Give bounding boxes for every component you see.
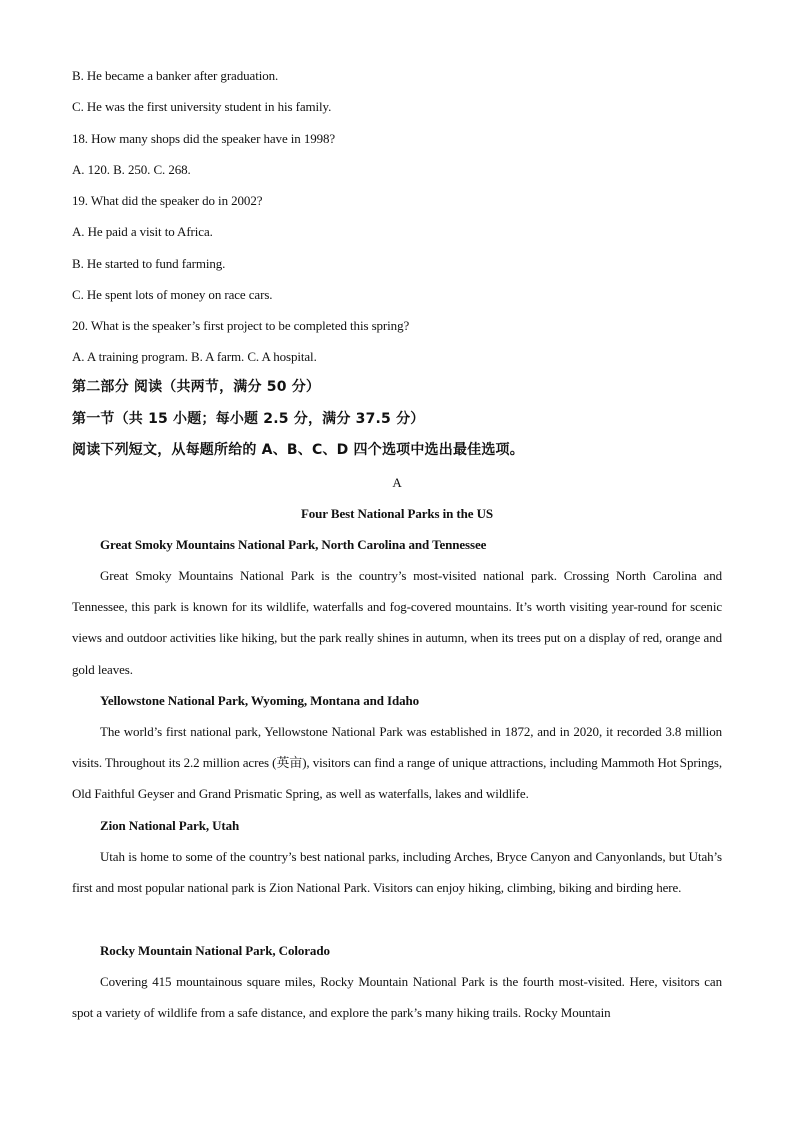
q18-question: 18. How many shops did the speaker have in 1998?	[72, 131, 336, 146]
park-text-yellowstone: The world’s first national park, Yellowstone National Park was established in 1872, and in 2020, it recorded 3.8 million visits. Throughout its 2.2 million acres (英亩), visitors can find a range of unique attractions, including Mammoth Hot Springs, Old Faithful Geyser and Grand Prismatic Spring, as well as waterfalls, lakes and wildlife.	[72, 724, 722, 802]
park-text-rocky: Covering 415 mountainous square miles, Rocky Mountain National Park is the fourth most-visited. Here, visitors can spot a variety of wildlife from a safe distance, and explore the park’s many hiking trails. Rocky Mountain	[72, 974, 722, 1021]
section-part-title: 第二部分 阅读（共两节，满分 50 分）	[72, 379, 321, 395]
q20-question: 20. What is the speaker’s first project to be completed this spring?	[72, 318, 410, 333]
park-text-zion: Utah is home to some of the country’s best national parks, including Arches, Bryce Canyon and Canyonlands, but Utah’s first and most popular national park is Zion National Park. Visitors can enjoy hiking, climbing, biking and birding here.	[72, 849, 722, 896]
q19-option-b: B. He started to fund farming.	[72, 256, 226, 271]
q20-options: A. A training program. B. A farm. C. A hospital.	[72, 349, 317, 364]
q19-question: 19. What did the speaker do in 2002?	[72, 193, 263, 208]
q17-option-b: B. He became a banker after graduation.	[72, 68, 279, 83]
park-text-smoky: Great Smoky Mountains National Park is the country’s most-visited national park. Crossing North Carolina and Tennessee, this park is known for its wildlife, waterfalls and fog-covered mountains. It’s worth visiting year-round for scenic views and outdoor activities like hiking, but the park really shines in autumn, when its trees put on a display of red, orange and gold leaves.	[72, 568, 722, 677]
park-heading-rocky: Rocky Mountain National Park, Colorado	[100, 943, 330, 958]
passage-label: A	[392, 475, 402, 490]
park-heading-smoky: Great Smoky Mountains National Park, North Carolina and Tennessee	[100, 537, 487, 552]
q18-options: A. 120. B. 250. C. 268.	[72, 162, 191, 177]
q19-option-c: C. He spent lots of money on race cars.	[72, 287, 273, 302]
park-heading-zion: Zion National Park, Utah	[100, 818, 240, 833]
section-instruction: 阅读下列短文，从每题所给的 A、B、C、D 四个选项中选出最佳选项。	[72, 442, 524, 458]
q17-option-c: C. He was the first university student in his family.	[72, 99, 332, 114]
passage-title: Four Best National Parks in the US	[300, 506, 494, 521]
q19-option-a: A. He paid a visit to Africa.	[72, 224, 213, 239]
section-sub-title: 第一节（共 15 小题；每小题 2.5 分，满分 37.5 分）	[72, 411, 425, 427]
park-heading-yellowstone: Yellowstone National Park, Wyoming, Montana and Idaho	[100, 693, 420, 708]
